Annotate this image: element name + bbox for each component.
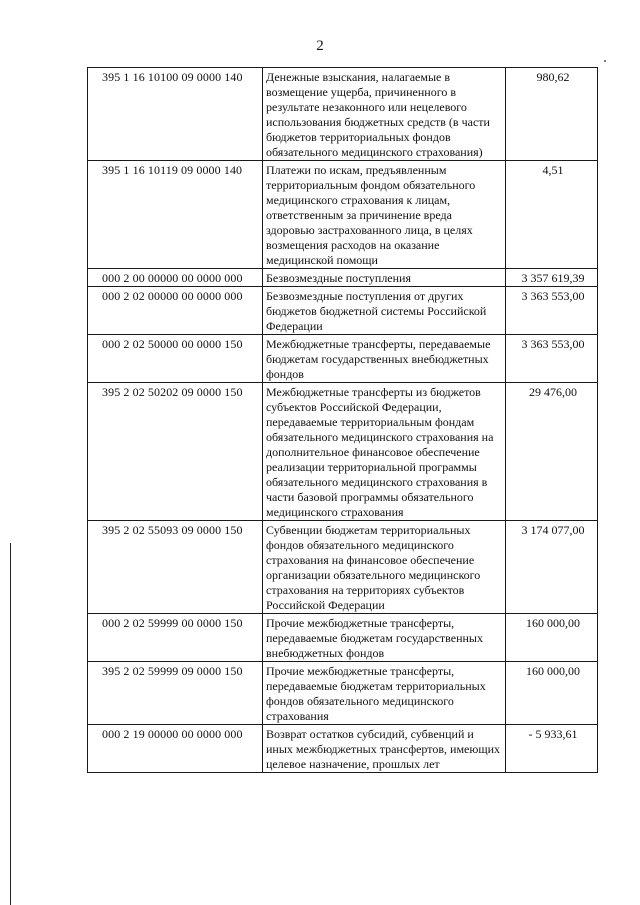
table-row <box>88 725 598 773</box>
budget-code-cell: 000 2 02 59999 00 0000 150 <box>88 614 263 662</box>
budget-code-cell: 395 1 16 10119 09 0000 140 <box>88 161 263 269</box>
budget-code-cell: 000 2 02 00000 00 0000 000 <box>88 287 263 335</box>
amount-cell: 980,62 <box>506 68 598 161</box>
revenue-name-cell: Безвозмездные поступления от других бюджетов бюджетной системы Российской Федерации <box>263 287 506 335</box>
amount-cell: 160 000,00 <box>506 614 598 662</box>
amount-cell: 29 476,00 <box>506 383 598 521</box>
amount-cell: 3 363 553,00 <box>506 287 598 335</box>
table-row <box>88 521 598 614</box>
revenue-name-cell: Прочие межбюджетные трансферты, передаваемые бюджетам государственных внебюджетных фондов <box>263 614 506 662</box>
table-row <box>88 614 598 662</box>
amount-cell: 3 174 077,00 <box>506 521 598 614</box>
amount-cell: - 5 933,61 <box>506 725 598 773</box>
amount-cell: 3 357 619,39 <box>506 269 598 287</box>
table-row <box>88 269 598 287</box>
revenue-name-cell: Возврат остатков субсидий, субвенций и иных межбюджетных трансфертов, имеющих целевое назначение, прошлых лет <box>263 725 506 773</box>
table-row <box>88 161 598 269</box>
table-row <box>88 287 598 335</box>
budget-code-cell: 000 2 19 00000 00 0000 000 <box>88 725 263 773</box>
amount-cell: 160 000,00 <box>506 662 598 725</box>
revenue-name-cell: Платежи по искам, предъявленным территориальным фондом обязательного медицинского страхования к лицам, ответственным за причинение вреда здоровью застрахованного лица, в целях возмещения расходов на оказание медицинской помощи <box>263 161 506 269</box>
budget-code-cell: 395 2 02 55093 09 0000 150 <box>88 521 263 614</box>
table-row <box>88 68 598 161</box>
revenue-name-cell: Безвозмездные поступления <box>263 269 506 287</box>
amount-cell: 3 363 553,00 <box>506 335 598 383</box>
budget-code-cell: 000 2 00 00000 00 0000 000 <box>88 269 263 287</box>
revenue-table-container <box>87 67 597 773</box>
revenue-name-cell: Межбюджетные трансферты из бюджетов субъектов Российской Федерации, передаваемые территориальным фондам обязательного медицинского страхования на дополнительное финансовое обеспечение реализации территориальной программы обязательного медицинского страхования в части базовой программы обязательного медицинского страхования <box>263 383 506 521</box>
budget-code-cell: 000 2 02 50000 00 0000 150 <box>88 335 263 383</box>
revenue-name-cell: Субвенции бюджетам территориальных фондов обязательного медицинского страхования на финансовое обеспечение организации обязательного медицинского страхования на территориях субъектов Российской Федерации <box>263 521 506 614</box>
revenue-name-cell: Денежные взыскания, налагаемые в возмещение ущерба, причиненного в результате незаконного или нецелевого использования бюджетных средств (в части бюджетов территориальных фондов обязательного медицинского страхования) <box>263 68 506 161</box>
budget-code-cell: 395 1 16 10100 09 0000 140 <box>88 68 263 161</box>
table-row <box>88 662 598 725</box>
table-row <box>88 383 598 521</box>
revenue-name-cell: Прочие межбюджетные трансферты, передаваемые бюджетам территориальных фондов обязательного медицинского страхования <box>263 662 506 725</box>
revenue-table <box>87 67 598 773</box>
budget-code-cell: 395 2 02 59999 09 0000 150 <box>88 662 263 725</box>
scan-margin-line <box>10 543 11 905</box>
revenue-table-body <box>88 68 598 773</box>
page-number: 2 <box>316 38 324 54</box>
table-row <box>88 335 598 383</box>
revenue-name-cell: Межбюджетные трансферты, передаваемые бюджетам государственных внебюджетных фондов <box>263 335 506 383</box>
scan-dot-mark <box>604 60 606 62</box>
amount-cell: 4,51 <box>506 161 598 269</box>
budget-code-cell: 395 2 02 50202 09 0000 150 <box>88 383 263 521</box>
